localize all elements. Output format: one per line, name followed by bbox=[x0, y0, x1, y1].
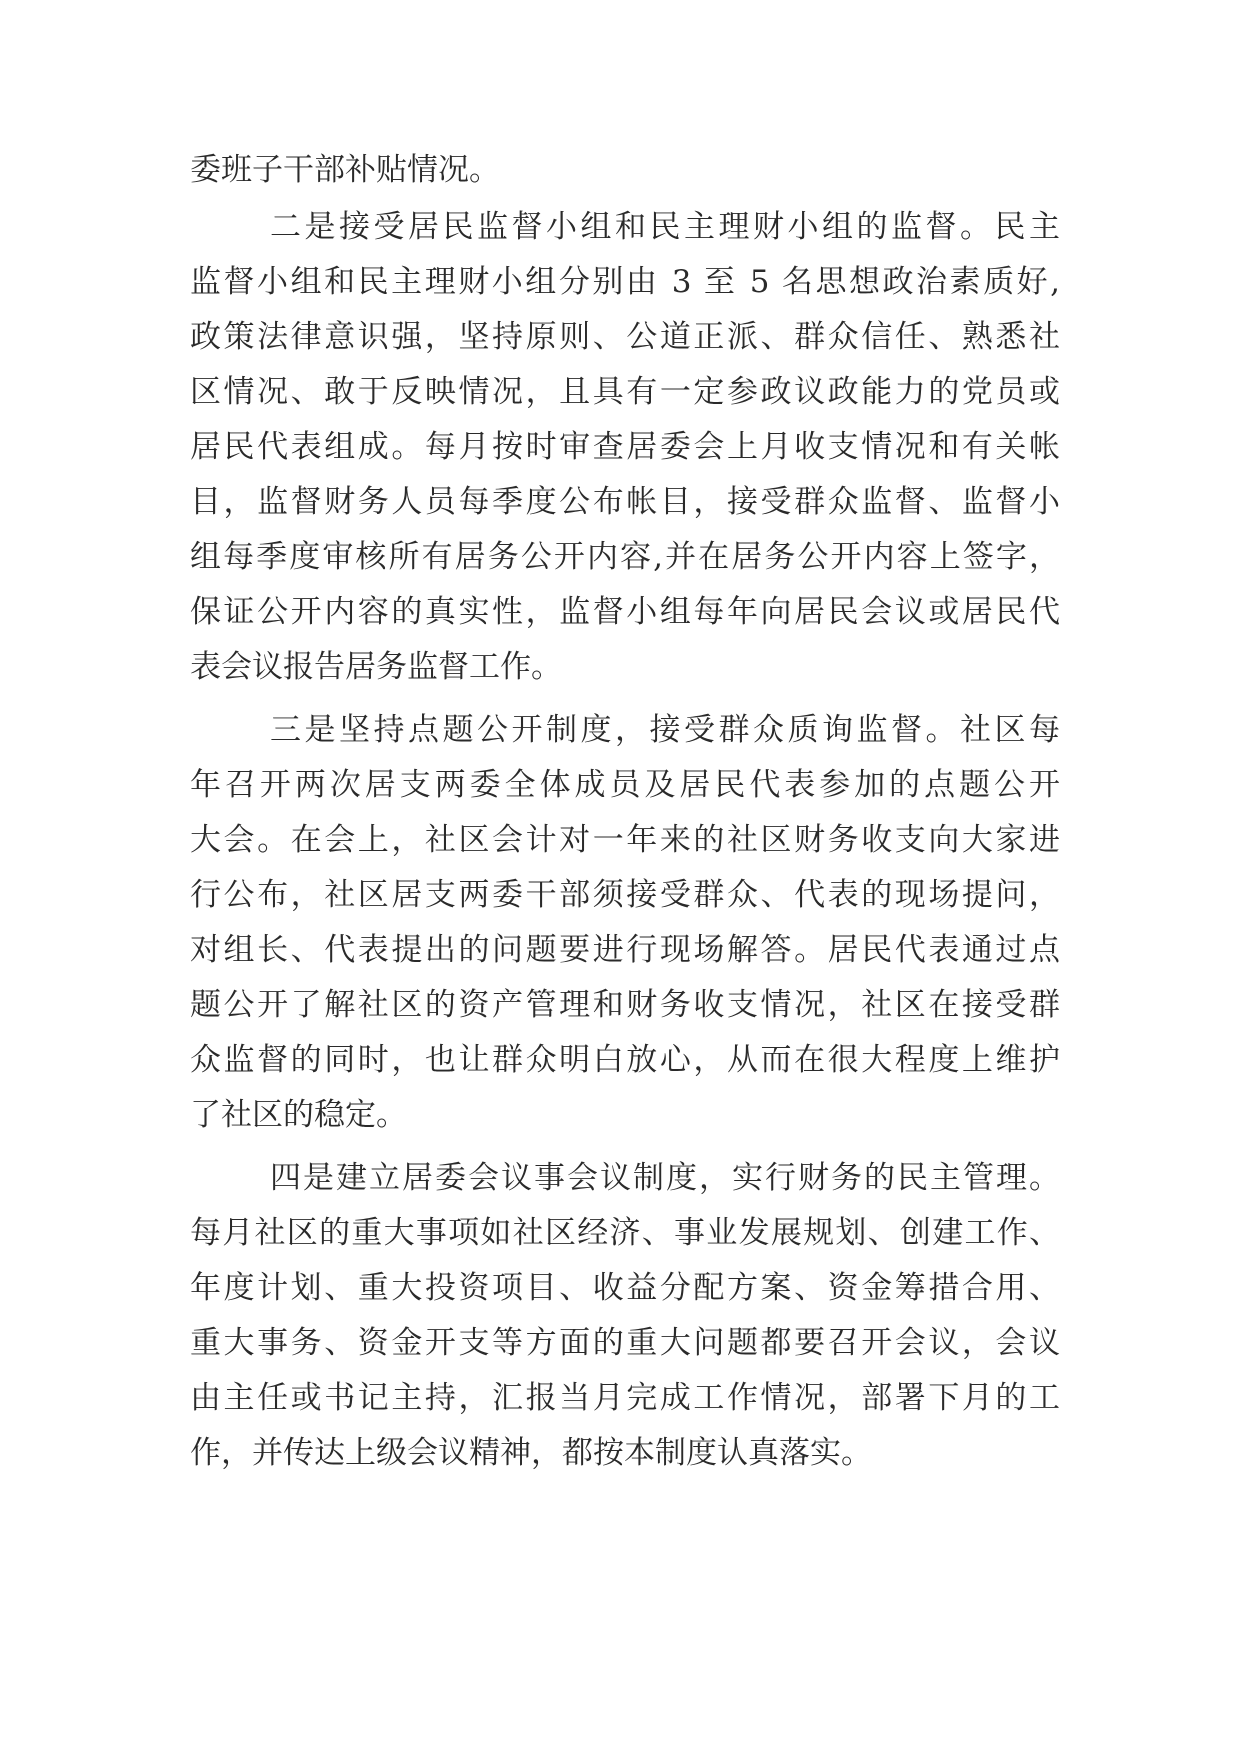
text-line: 由主任或书记主持，汇报当月完成工作情况，部署下月的工 bbox=[190, 1380, 1060, 1416]
text-line: 居民代表组成。每月按时审查居委会上月收支情况和有关帐 bbox=[190, 429, 1060, 465]
text-line: 政策法律意识强，坚持原则、公道正派、群众信任、熟悉社 bbox=[190, 319, 1060, 355]
text-line: 对组长、代表提出的问题要进行现场解答。居民代表通过点 bbox=[190, 932, 1060, 968]
text-line: 年度计划、重大投资项目、收益分配方案、资金筹措合用、 bbox=[190, 1270, 1060, 1306]
text-line: 保证公开内容的真实性，监督小组每年向居民会议或居民代 bbox=[190, 594, 1060, 630]
text-line: 目，监督财务人员每季度公布帐目，接受群众监督、监督小 bbox=[190, 484, 1060, 520]
text-line: 大会。在会上，社区会计对一年来的社区财务收支向大家进 bbox=[190, 822, 1060, 858]
text-line: 众监督的同时，也让群众明白放心，从而在很大程度上维护 bbox=[190, 1042, 1060, 1078]
text-line: 题公开了解社区的资产管理和财务收支情况，社区在接受群 bbox=[190, 987, 1060, 1023]
text-line: 委班子干部补贴情况。 bbox=[190, 152, 500, 188]
text-line: 监督小组和民主理财小组分别由 3 至 5 名思想政治素质好, bbox=[190, 264, 1060, 300]
text-line: 作，并传达上级会议精神，都按本制度认真落实。 bbox=[190, 1435, 872, 1471]
text-line: 组每季度审核所有居务公开内容,并在居务公开内容上签字， bbox=[190, 539, 1060, 575]
text-line: 表会议报告居务监督工作。 bbox=[190, 649, 562, 685]
text-line: 年召开两次居支两委全体成员及居民代表参加的点题公开 bbox=[190, 767, 1060, 803]
text-line: 了社区的稳定。 bbox=[190, 1097, 407, 1133]
paragraph-first-line: 四是建立居委会议事会议制度，实行财务的民主管理。 bbox=[270, 1160, 1060, 1196]
paragraph-first-line: 三是坚持点题公开制度，接受群众质询监督。社区每 bbox=[270, 712, 1060, 748]
text-line: 重大事务、资金开支等方面的重大问题都要召开会议，会议 bbox=[190, 1325, 1060, 1361]
text-line: 区情况、敢于反映情况，且具有一定参政议政能力的党员或 bbox=[190, 374, 1060, 410]
paragraph-first-line: 二是接受居民监督小组和民主理财小组的监督。民主 bbox=[270, 209, 1060, 245]
text-line: 行公布，社区居支两委干部须接受群众、代表的现场提问， bbox=[190, 877, 1060, 913]
text-line: 每月社区的重大事项如社区经济、事业发展规划、创建工作、 bbox=[190, 1215, 1060, 1251]
